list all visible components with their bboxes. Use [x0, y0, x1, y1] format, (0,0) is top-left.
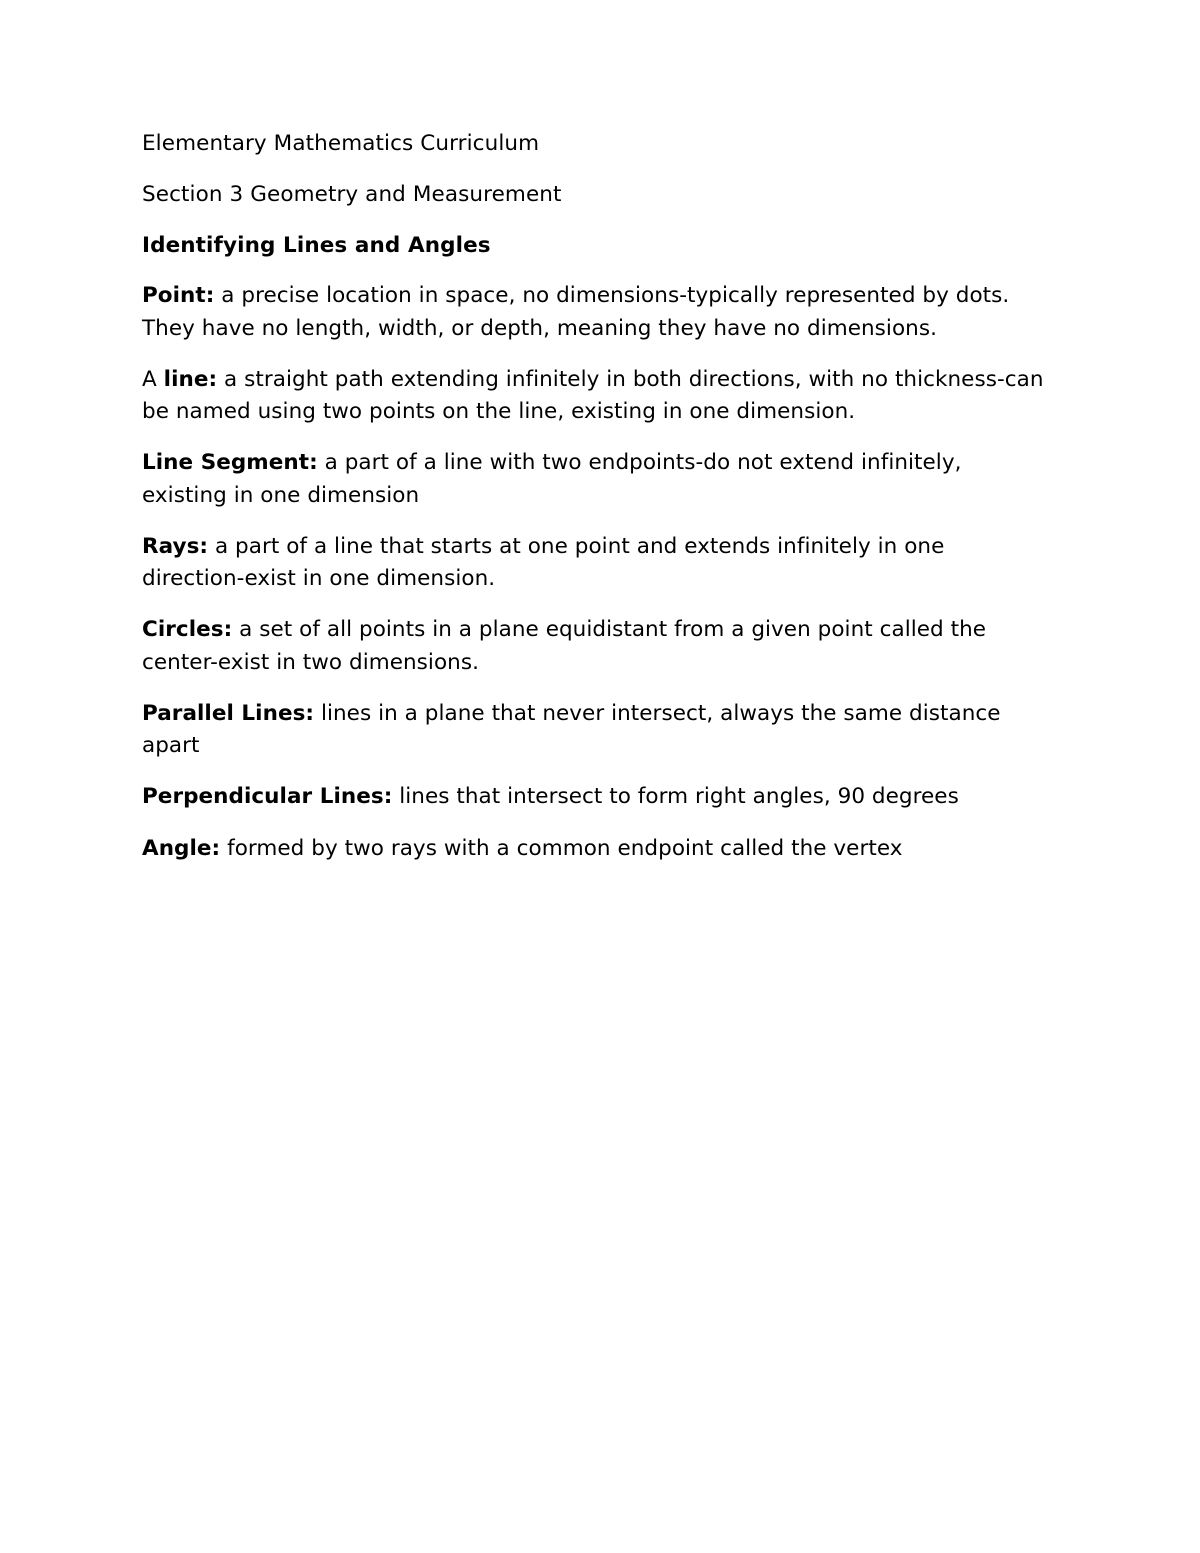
definition-text: formed by two rays with a common endpoint called the vertex: [220, 835, 903, 861]
definition-term: Circles:: [142, 617, 233, 643]
definition-paragraph-point: [142, 280, 1047, 345]
section-heading: Identifying Lines and Angles: [142, 232, 491, 258]
definition-paragraph-parallel-lines: [142, 698, 1047, 763]
definition-term: Line Segment:: [142, 450, 318, 476]
definition-paragraph-perpendicular-lines: [142, 781, 1047, 813]
definition-paragraph-rays: [142, 531, 1047, 596]
definition-term: line:: [163, 366, 218, 392]
definition-paragraph-line: [142, 364, 1047, 429]
definition-term: Rays:: [142, 533, 209, 559]
definition-term: Perpendicular Lines:: [142, 784, 393, 810]
document-title: Elementary Mathematics Curriculum: [142, 131, 540, 156]
definition-text: a precise location in space, no dimensions-typically represented by dots. They have no length, width, or depth, meaning they have no dimensions.: [142, 283, 1010, 341]
definition-text: lines in a plane that never intersect, always the same distance apart: [142, 700, 1001, 759]
definition-text: a part of a line that starts at one point and extends infinitely in one direction-exist in one dimension.: [142, 533, 945, 592]
definition-paragraph-line-segment: [142, 447, 1047, 512]
document-section-label: Section 3 Geometry and Measurement: [142, 181, 562, 207]
definition-text: a part of a line with two endpoints-do not extend infinitely, existing in one dimension: [142, 450, 962, 508]
definition-term: Angle:: [142, 835, 221, 861]
definition-prefix: A: [142, 366, 164, 392]
definition-paragraph-circles: [142, 614, 1047, 679]
definition-paragraph-angle: [142, 833, 1047, 865]
definition-term: Parallel Lines:: [142, 700, 315, 726]
definition-text: lines that intersect to form right angles, 90 degrees: [392, 784, 959, 810]
definition-text: a straight path extending infinitely in both directions, with no thickness-can be named using two points on the line, existing in one dimension.: [142, 366, 1044, 425]
definition-term: Point:: [142, 283, 215, 309]
definition-text: a set of all points in a plane equidistant from a given point called the center-exist in two dimensions.: [142, 617, 987, 675]
